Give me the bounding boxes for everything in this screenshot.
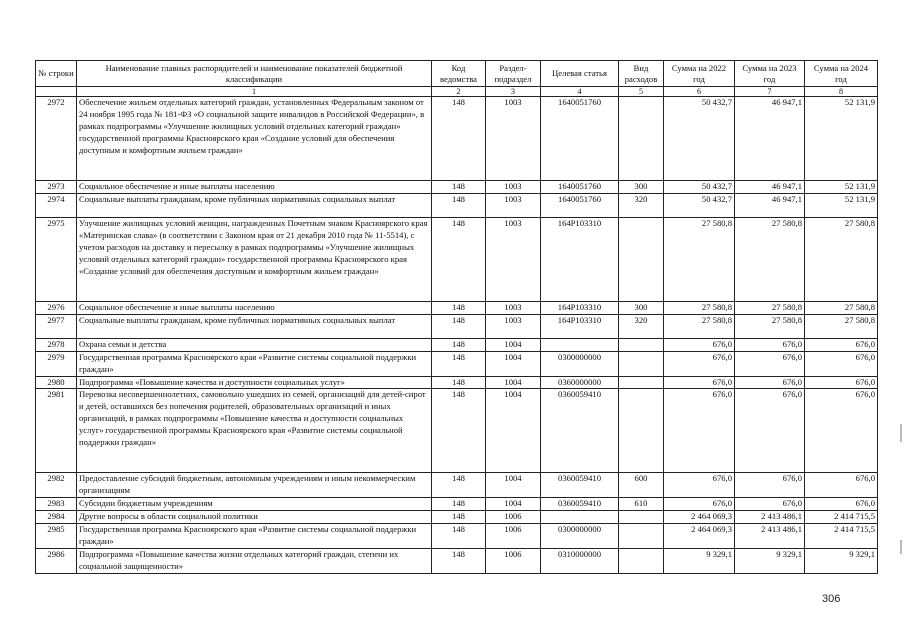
sum-2024-cell: 27 580,8 [805,217,878,301]
row-number-cell: 2975 [36,217,77,301]
section-cell: 1003 [486,193,541,217]
header-sum-2024: Сумма на 2024 год [805,61,878,87]
section-cell: 1004 [486,498,541,511]
target-item-cell: 164P103310 [541,217,619,301]
column-number: 4 [541,87,619,97]
sum-2023-cell: 27 580,8 [735,314,805,338]
sum-2022-cell: 50 432,7 [664,97,735,181]
target-item-cell: 0360059410 [541,473,619,498]
table-row [36,351,878,376]
sum-2023-cell: 676,0 [735,473,805,498]
table-header-row [36,61,878,87]
row-name-cell: Предоставление субсидий бюджетным, автономным учреждениям и иным некоммерческим организациям [77,473,432,498]
sum-2023-cell: 46 947,1 [735,193,805,217]
sum-2022-cell: 27 580,8 [664,217,735,301]
target-item-cell: 1640051760 [541,181,619,194]
row-name-cell: Охрана семьи и детства [77,338,432,351]
section-cell: 1004 [486,376,541,389]
header-expense-type: Вид расходов [619,61,664,87]
table-row [36,217,878,301]
table-row [36,524,878,549]
dept-code-cell: 148 [432,181,486,194]
target-item-cell: 0360059410 [541,389,619,473]
sum-2022-cell: 9 329,1 [664,548,735,573]
dept-code-cell: 148 [432,473,486,498]
row-number-cell: 2985 [36,524,77,549]
sum-2024-cell: 52 131,9 [805,97,878,181]
sum-2022-cell: 27 580,8 [664,301,735,314]
section-cell: 1004 [486,351,541,376]
row-name-cell: Обеспечение жильем отдельных категорий граждан, установленных Федеральным законом от 24 ноября 1995 года № 181-ФЗ «О социальной защите инвалидов в Российской Федерации», в рамках подпрограммы «Улучшение жилищных условий отдельных категорий граждан» государственной программы Красноярского края «Создание условий для обеспечения доступным и комфортным жильем граждан» [77,97,432,181]
table-row [36,301,878,314]
section-cell: 1006 [486,548,541,573]
expense-type-cell [619,351,664,376]
sum-2022-cell: 50 432,7 [664,181,735,194]
target-item-cell: 0310000000 [541,548,619,573]
column-number [36,87,77,97]
sum-2023-cell: 676,0 [735,338,805,351]
expense-type-cell [619,338,664,351]
column-number: 3 [486,87,541,97]
budget-table [35,60,878,574]
sum-2024-cell: 676,0 [805,351,878,376]
column-number: 5 [619,87,664,97]
sum-2024-cell: 9 329,1 [805,548,878,573]
row-name-cell: Государственная программа Красноярского края «Развитие системы социальной поддержки граждан» [77,524,432,549]
table-row [36,473,878,498]
target-item-cell [541,338,619,351]
scan-edge-mark [900,540,902,554]
target-item-cell: 164P103310 [541,301,619,314]
target-item-cell: 1640051760 [541,193,619,217]
sum-2023-cell: 9 329,1 [735,548,805,573]
column-number: 8 [805,87,878,97]
row-name-cell: Социальное обеспечение и иные выплаты населению [77,301,432,314]
row-name-cell: Социальные выплаты гражданам, кроме публичных нормативных социальных выплат [77,193,432,217]
sum-2023-cell: 2 413 486,1 [735,524,805,549]
dept-code-cell: 148 [432,301,486,314]
target-item-cell: 0360059410 [541,498,619,511]
row-number-cell: 2972 [36,97,77,181]
section-cell: 1004 [486,473,541,498]
section-cell: 1004 [486,389,541,473]
expense-type-cell [619,548,664,573]
expense-type-cell [619,217,664,301]
dept-code-cell: 148 [432,498,486,511]
sum-2023-cell: 676,0 [735,498,805,511]
expense-type-cell [619,376,664,389]
sum-2023-cell: 46 947,1 [735,181,805,194]
table-body [36,97,878,574]
target-item-cell [541,511,619,524]
header-dept-code: Код ведомства [432,61,486,87]
table-row [36,181,878,194]
sum-2022-cell: 2 464 069,3 [664,511,735,524]
sum-2024-cell: 676,0 [805,498,878,511]
section-cell: 1003 [486,181,541,194]
sum-2024-cell: 27 580,8 [805,314,878,338]
sum-2023-cell: 46 947,1 [735,97,805,181]
table-row [36,376,878,389]
sum-2022-cell: 676,0 [664,389,735,473]
dept-code-cell: 148 [432,351,486,376]
table-row [36,97,878,181]
sum-2022-cell: 676,0 [664,338,735,351]
header-name: Наименование главных распорядителей и наименование показателей бюджетной классификации [77,61,432,87]
header-row-no: № строки [36,61,77,87]
expense-type-cell [619,524,664,549]
row-number-cell: 2977 [36,314,77,338]
row-number-cell: 2986 [36,548,77,573]
header-sum-2023: Сумма на 2023 год [735,61,805,87]
target-item-cell: 0300000000 [541,524,619,549]
column-number: 2 [432,87,486,97]
section-cell: 1003 [486,97,541,181]
header-sum-2022: Сумма на 2022 год [664,61,735,87]
dept-code-cell: 148 [432,217,486,301]
target-item-cell: 0300000000 [541,351,619,376]
section-cell: 1003 [486,301,541,314]
dept-code-cell: 148 [432,511,486,524]
sum-2022-cell: 2 464 069,3 [664,524,735,549]
page-number: 306 [822,593,841,605]
row-name-cell: Социальное обеспечение и иные выплаты населению [77,181,432,194]
sum-2022-cell: 676,0 [664,376,735,389]
row-number-cell: 2982 [36,473,77,498]
section-cell: 1006 [486,511,541,524]
section-cell: 1003 [486,314,541,338]
table-row [36,498,878,511]
header-target-item: Целевая статья [541,61,619,87]
expense-type-cell [619,511,664,524]
row-name-cell: Подпрограмма «Повышение качества и доступности социальных услуг» [77,376,432,389]
table-row [36,511,878,524]
sum-2024-cell: 2 414 715,5 [805,524,878,549]
sum-2022-cell: 676,0 [664,473,735,498]
dept-code-cell: 148 [432,193,486,217]
scan-edge-mark [900,424,902,442]
dept-code-cell: 148 [432,376,486,389]
sum-2024-cell: 27 580,8 [805,301,878,314]
row-number-cell: 2979 [36,351,77,376]
section-cell: 1004 [486,338,541,351]
dept-code-cell: 148 [432,314,486,338]
row-number-cell: 2978 [36,338,77,351]
column-number: 1 [77,87,432,97]
row-name-cell: Подпрограмма «Повышение качества жизни отдельных категорий граждан, степени их социальной защищенности» [77,548,432,573]
row-number-cell: 2981 [36,389,77,473]
sum-2024-cell: 2 414 715,5 [805,511,878,524]
dept-code-cell: 148 [432,548,486,573]
target-item-cell: 1640051760 [541,97,619,181]
row-number-cell: 2974 [36,193,77,217]
row-name-cell: Субсидии бюджетным учреждениям [77,498,432,511]
target-item-cell: 0360000000 [541,376,619,389]
sum-2023-cell: 676,0 [735,389,805,473]
table-row [36,314,878,338]
row-name-cell: Перевозка несовершеннолетних, самовольно ушедших из семей, организаций для детей-сирот и детей, оставшихся без попечения родителей, образовательных организаций и иных организаций, в рамках подпрограммы «Повышение качества и доступности социальных услуг» государственной программы Красноярского края «Развитие системы социальной поддержки граждан» [77,389,432,473]
sum-2024-cell: 52 131,9 [805,193,878,217]
expense-type-cell [619,389,664,473]
sum-2023-cell: 676,0 [735,376,805,389]
sum-2022-cell: 27 580,8 [664,314,735,338]
header-section: Раздел-подраздел [486,61,541,87]
row-number-cell: 2984 [36,511,77,524]
row-number-cell: 2983 [36,498,77,511]
row-name-cell: Другие вопросы в области социальной политики [77,511,432,524]
sum-2024-cell: 676,0 [805,376,878,389]
sum-2024-cell: 676,0 [805,389,878,473]
row-number-cell: 2976 [36,301,77,314]
row-name-cell: Государственная программа Красноярского края «Развитие системы социальной поддержки граждан» [77,351,432,376]
sum-2022-cell: 676,0 [664,351,735,376]
dept-code-cell: 148 [432,338,486,351]
row-name-cell: Улучшение жилищных условий женщин, награжденных Почетным знаком Красноярского края «Материнская слава» (в соответствии с Законом края от 21 декабря 2010 года № 11-5514), с учетом расходов на доставку и пересылку в рамках подпрограммы «Улучшение жилищных условий отдельных категорий граждан» государственной программы Красноярского края «Создание условий для обеспечения доступным и комфортным жильем граждан» [77,217,432,301]
row-number-cell: 2973 [36,181,77,194]
sum-2023-cell: 676,0 [735,351,805,376]
sum-2022-cell: 50 432,7 [664,193,735,217]
sum-2022-cell: 676,0 [664,498,735,511]
column-number-row [36,87,878,97]
column-number: 7 [735,87,805,97]
section-cell: 1003 [486,217,541,301]
sum-2024-cell: 676,0 [805,338,878,351]
expense-type-cell: 300 [619,181,664,194]
expense-type-cell [619,97,664,181]
sum-2023-cell: 27 580,8 [735,217,805,301]
dept-code-cell: 148 [432,524,486,549]
sum-2023-cell: 27 580,8 [735,301,805,314]
table-row [36,338,878,351]
column-number: 6 [664,87,735,97]
sum-2024-cell: 52 131,9 [805,181,878,194]
section-cell: 1006 [486,524,541,549]
expense-type-cell: 610 [619,498,664,511]
target-item-cell: 164P103310 [541,314,619,338]
sum-2023-cell: 2 413 486,1 [735,511,805,524]
row-number-cell: 2980 [36,376,77,389]
expense-type-cell: 300 [619,301,664,314]
table-row [36,193,878,217]
expense-type-cell: 600 [619,473,664,498]
dept-code-cell: 148 [432,389,486,473]
expense-type-cell: 320 [619,193,664,217]
dept-code-cell: 148 [432,97,486,181]
table-row [36,548,878,573]
sum-2024-cell: 676,0 [805,473,878,498]
row-name-cell: Социальные выплаты гражданам, кроме публичных нормативных социальных выплат [77,314,432,338]
table-row [36,389,878,473]
expense-type-cell: 320 [619,314,664,338]
